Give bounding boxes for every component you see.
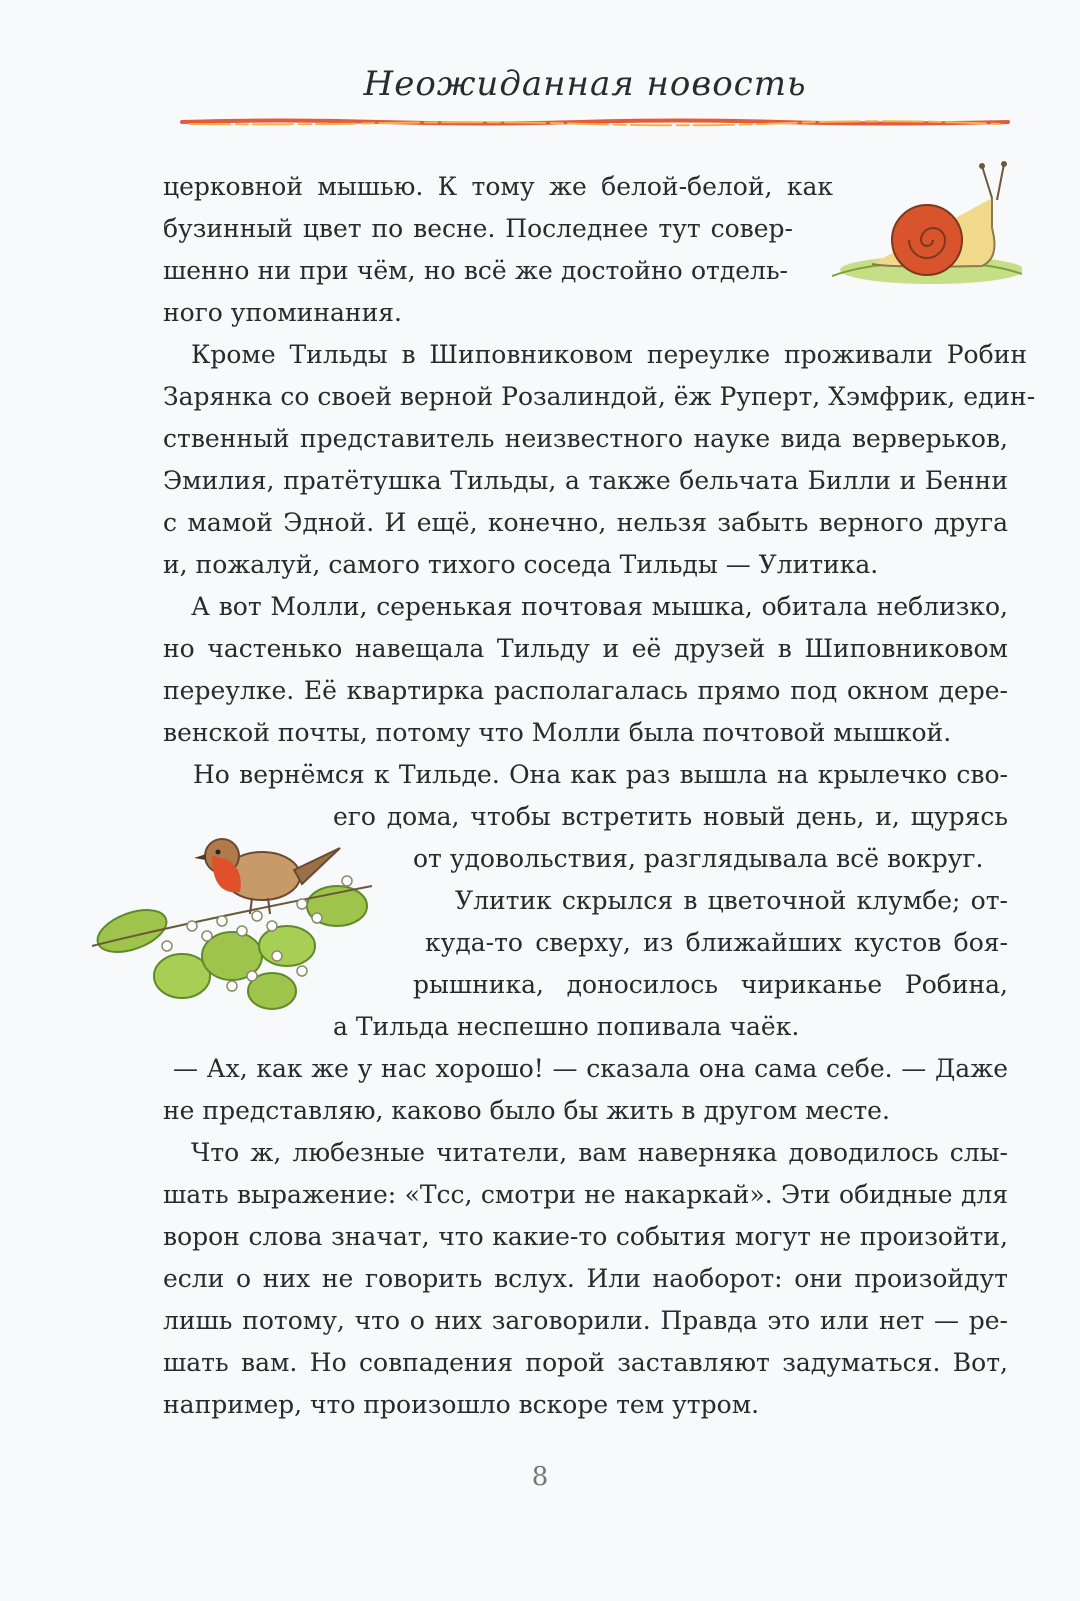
- paragraph: [163, 1048, 1023, 1132]
- paragraph: [163, 880, 1023, 1048]
- text-line: — Ах, как же у нас хорошо! — сказала она сама себе. — Даже: [173, 1054, 1008, 1083]
- text-line: шать вам. Но совпадения порой заставляют задуматься. Вот,: [163, 1348, 1008, 1377]
- chapter-title: Неожиданная новость: [363, 64, 807, 104]
- text-line: рышника, доносилось чириканье Робина,: [413, 970, 1008, 999]
- text-line: не представляю, каково было бы жить в другом месте.: [163, 1096, 890, 1125]
- text-line: церковной мышью. К тому же белой-белой, как: [163, 172, 833, 201]
- paragraph: [163, 166, 1023, 334]
- text-line: бузинный цвет по весне. Последнее тут совер-: [163, 214, 793, 243]
- text-line: но частенько навещала Тильду и её друзей в Шиповниковом: [163, 634, 1008, 663]
- text-line: Эмилия, пратётушка Тильды, а также бельчата Билли и Бенни: [163, 466, 1008, 495]
- text-line: куда-то сверху, из ближайших кустов боя-: [425, 928, 1008, 957]
- paragraph: [163, 754, 1023, 880]
- text-line: а Тильда неспешно попивала чаёк.: [333, 1012, 800, 1041]
- body-text: [163, 166, 1036, 1426]
- text-line: Что ж, любезные читатели, вам наверняка доводилось слы-: [191, 1138, 1008, 1167]
- text-line: ного упоминания.: [163, 298, 402, 327]
- paragraph: [163, 334, 1036, 586]
- running-header: [160, 64, 1010, 104]
- text-line: его дома, чтобы встретить новый день, и, щурясь: [333, 802, 1008, 831]
- text-line: если о них не говорить вслух. Или наоборот: они произойдут: [163, 1264, 1008, 1293]
- text-line: А вот Молли, серенькая почтовая мышка, обитала неблизко,: [191, 592, 1008, 621]
- text-line: Но вернёмся к Тильде. Она как раз вышла на крылечко сво-: [193, 760, 1008, 789]
- text-line: ворон слова значат, что какие-то события могут не произойти,: [163, 1222, 1008, 1251]
- paragraph: [163, 1132, 1023, 1426]
- page-number: 8: [531, 1462, 549, 1492]
- text-line: Улитик скрылся в цветочной клумбе; от-: [455, 886, 1008, 915]
- text-line: лишь потому, что о них заговорили. Правда это или нет — ре-: [163, 1306, 1008, 1335]
- text-line: например, что произошло вскоре тем утром.: [163, 1390, 760, 1419]
- text-line: Кроме Тильды в Шиповниковом переулке проживали Робин: [191, 340, 1027, 369]
- text-line: шать выражение: «Тсс, смотри не накаркай». Эти обидные для: [163, 1180, 1008, 1209]
- text-line: ственный представитель неизвестного науке вида верверьков,: [163, 424, 1008, 453]
- text-line: Зарянка со своей верной Розалиндой, ёж Руперт, Хэмфрик, един-: [163, 382, 1036, 411]
- text-line: венской почты, потому что Молли была почтовой мышкой.: [163, 718, 952, 747]
- text-line: от удовольствия, разглядывала всё вокруг.: [413, 844, 984, 873]
- text-line: с мамой Эдной. И ещё, конечно, нельзя забыть верного друга: [163, 508, 1008, 537]
- header-rule-ornament: [180, 116, 1010, 128]
- text-line: переулке. Её квартирка располагалась прямо под окном дере-: [163, 676, 1008, 705]
- text-line: и, пожалуй, самого тихого соседа Тильды — Улитика.: [163, 550, 879, 579]
- text-line: шенно ни при чём, но всё же достойно отдель-: [163, 256, 788, 285]
- paragraph: [163, 586, 1023, 754]
